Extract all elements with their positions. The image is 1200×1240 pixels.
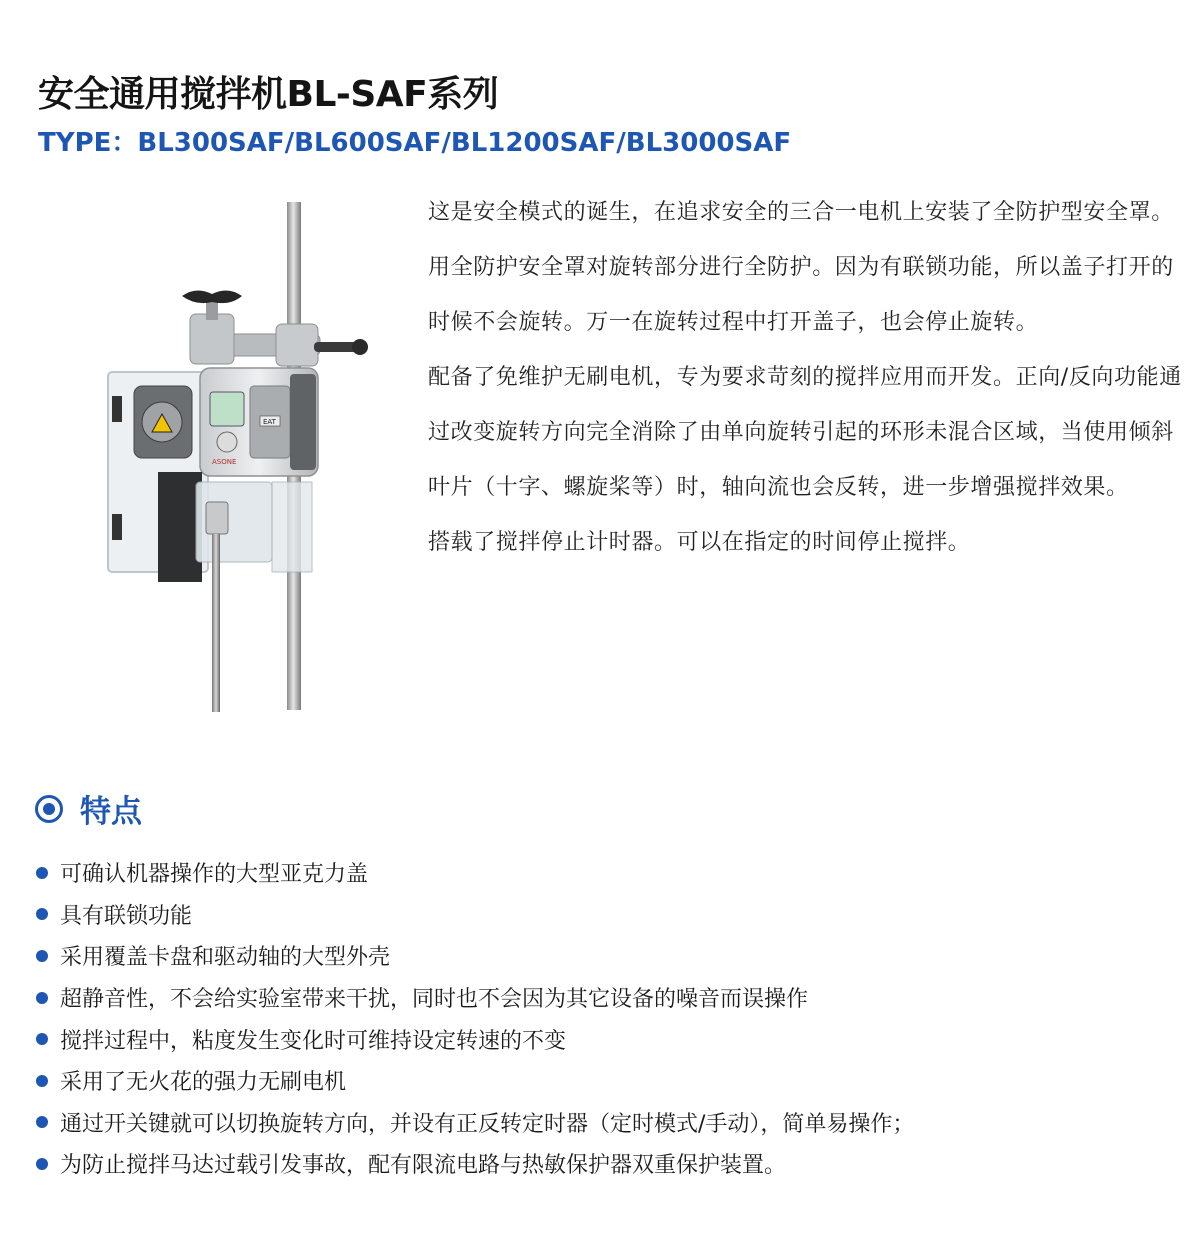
intro-text bbox=[428, 185, 1188, 570]
feature-text: 采用了无火花的强力无刷电机 bbox=[60, 1070, 347, 1096]
feature-item bbox=[36, 1143, 914, 1185]
feature-text: 搅拌过程中，粘度发生变化时可维持设定转速的不变 bbox=[60, 1028, 567, 1054]
bullet-dot-icon bbox=[36, 1075, 48, 1087]
housing-label: EAT bbox=[263, 418, 276, 426]
features-title: 特点 bbox=[80, 794, 142, 830]
page-title: 安全通用搅拌机BL-SAF系列 bbox=[38, 74, 499, 115]
feature-text: 通过开关键就可以切换旋转方向，并设有正反转定时器（定时模式/手动），简单易操作； bbox=[60, 1111, 915, 1137]
target-circle-icon bbox=[34, 794, 64, 824]
bullet-dot-icon bbox=[36, 950, 48, 962]
feature-text: 超静音性，不会给实验室带来干扰，同时也不会因为其它设备的噪音而误操作 bbox=[60, 987, 809, 1013]
feature-item bbox=[36, 894, 914, 936]
feature-text: 具有联锁功能 bbox=[60, 903, 193, 929]
feature-item bbox=[36, 977, 914, 1019]
bullet-dot-icon bbox=[36, 908, 48, 920]
feature-text: 可确认机器操作的大型亚克力盖 bbox=[60, 862, 369, 888]
feature-item bbox=[36, 1102, 914, 1144]
feature-text: 采用覆盖卡盘和驱动轴的大型外壳 bbox=[60, 945, 391, 971]
intro-paragraph: 这是安全模式的诞生，在追求安全的三合一电机上安装了全防护型安全罩。 bbox=[428, 200, 1174, 225]
bullet-dot-icon bbox=[36, 1116, 48, 1128]
feature-item bbox=[36, 1060, 914, 1102]
feature-item bbox=[36, 1018, 914, 1060]
intro-paragraph: 用全防护安全罩对旋转部分进行全防护。因为有联锁功能，所以盖子打开的时候不会旋转。万一在旋转过程中打开盖子，也会停止旋转。 bbox=[428, 255, 1174, 335]
bullet-dot-icon bbox=[36, 1033, 48, 1045]
bullet-dot-icon bbox=[36, 992, 48, 1004]
intro-paragraph: 搭载了搅拌停止计时器。可以在指定的时间停止搅拌。 bbox=[428, 530, 971, 555]
bullet-dot-icon bbox=[36, 867, 48, 879]
feature-item bbox=[36, 935, 914, 977]
features-list bbox=[36, 852, 914, 1185]
product-image bbox=[100, 196, 400, 716]
features-heading bbox=[34, 786, 142, 831]
bullet-dot-icon bbox=[36, 1158, 48, 1170]
intro-paragraph: 配备了免维护无刷电机，专为要求苛刻的搅拌应用而开发。正向/反向功能通过改变旋转方向完全消除了由单向旋转引起的环形未混合区域，当使用倾斜叶片（十字、螺旋桨等）时，轴向流也会反转，进一步增强搅拌效果。 bbox=[428, 365, 1182, 500]
feature-text: 为防止搅拌马达过载引发事故，配有限流电路与热敏保护器双重保护装置。 bbox=[60, 1153, 787, 1179]
feature-item bbox=[36, 852, 914, 894]
model-type-line: TYPE：BL300SAF/BL600SAF/BL1200SAF/BL3000SAF bbox=[38, 128, 792, 158]
svg-text:ASONE: ASONE bbox=[212, 458, 237, 466]
